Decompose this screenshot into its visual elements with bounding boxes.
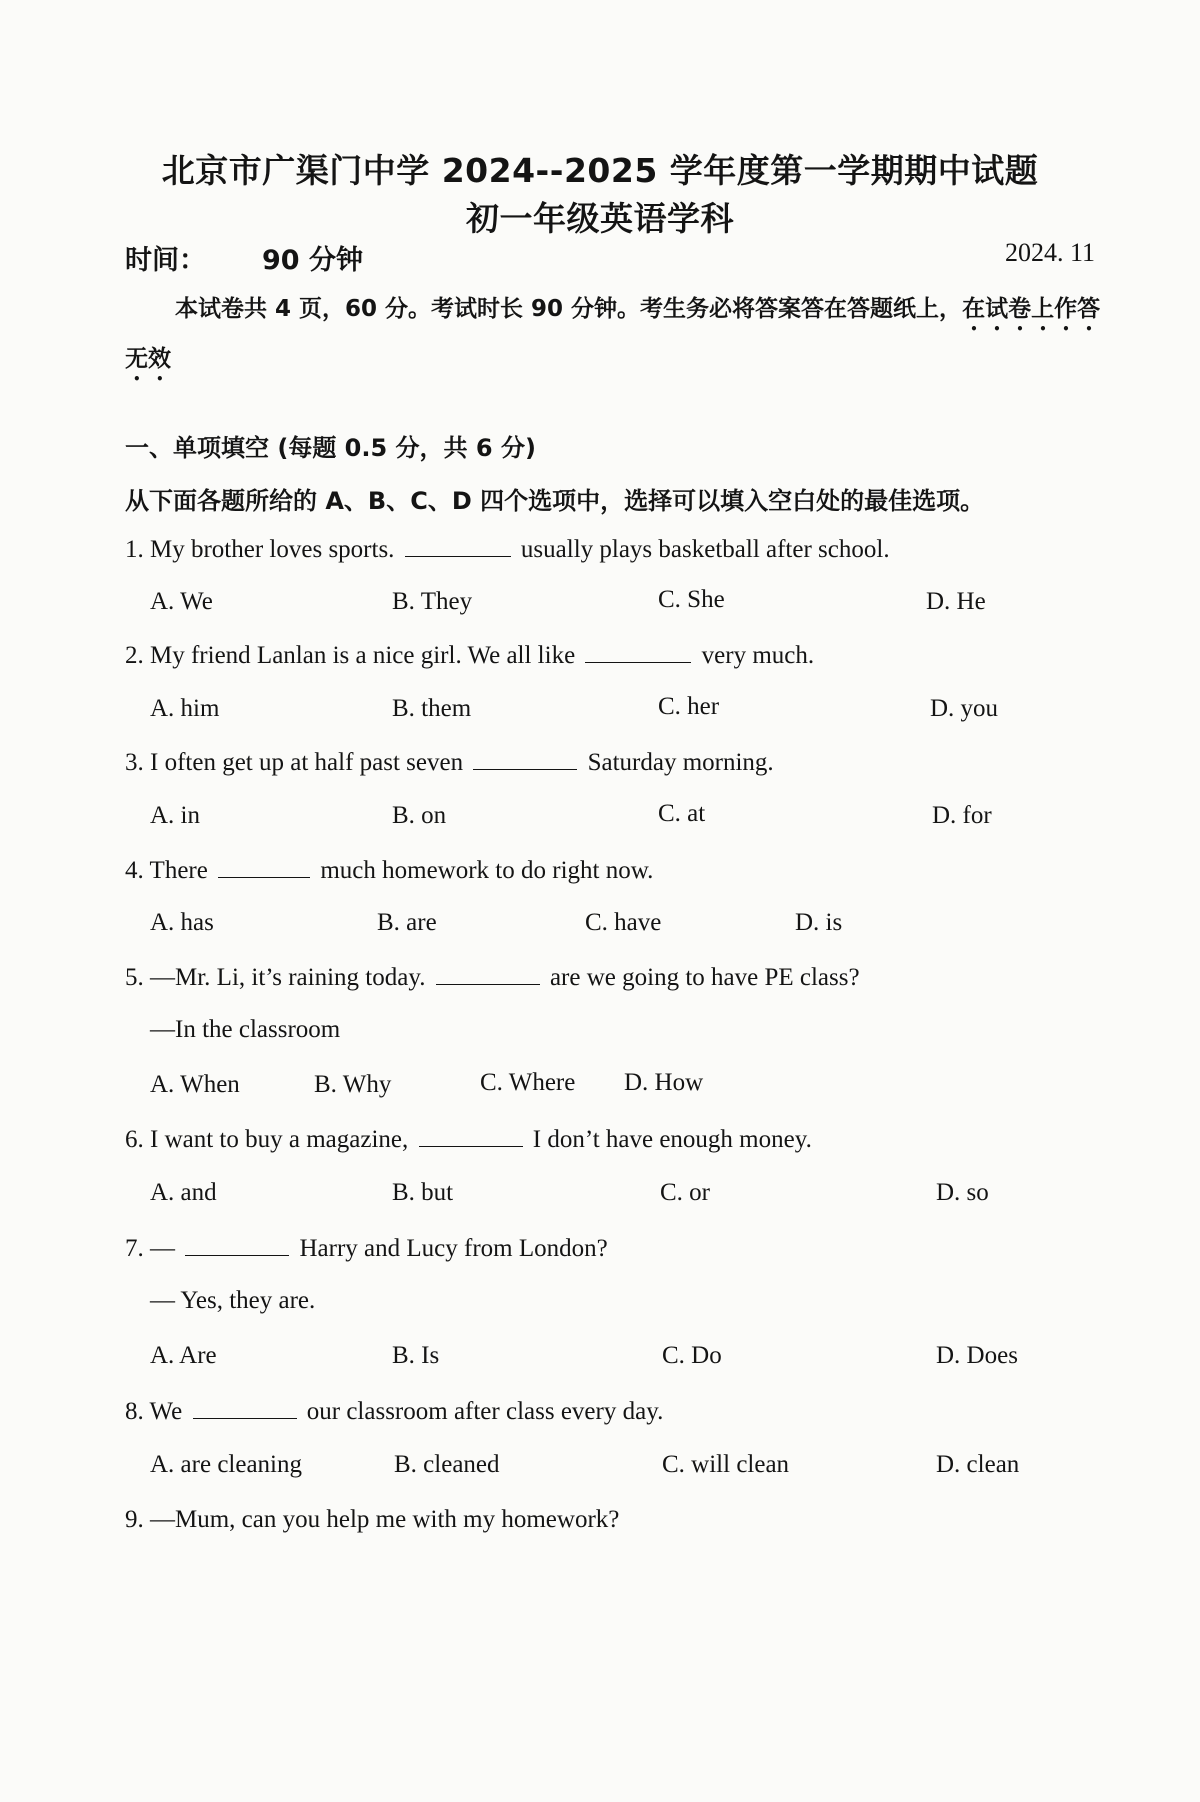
option-b: B. cleaned [394,1451,500,1478]
answer-blank [218,855,310,878]
option-c: C. She [658,586,725,613]
question-text: Saturday morning. [581,749,774,776]
option-b: B. on [392,802,447,829]
answer-blank [585,640,691,663]
question-text: 7. — [125,1235,182,1262]
option-b: B. Why [314,1071,392,1098]
option-a: A. and [150,1179,217,1206]
option-c: C. at [658,800,706,827]
exam-title: 北京市广渠门中学 2024--2025 学年度第一学期期中试题 [161,151,1039,190]
question-text: much homework to do right now. [314,857,654,884]
question-9 [125,1506,619,1534]
question-4 [125,855,653,885]
option-d: D. clean [936,1451,1020,1478]
option-a: A. When [150,1071,240,1098]
option-a: A. Are [150,1342,217,1369]
question-text: usually plays basketball after school. [514,536,890,563]
answer-blank [419,1124,523,1147]
question-text: 2. My friend Lanlan is a nice girl. We all like [125,642,582,669]
option-c: C. will clean [662,1451,790,1478]
option-d: D. for [932,802,992,829]
question-text: 5. —Mr. Li, it’s raining today. [125,964,432,991]
answer-blank [185,1233,289,1256]
question-text: very much. [695,642,815,669]
question-8 [125,1396,663,1426]
option-c: C. her [658,693,720,720]
option-d: D. you [930,695,999,722]
option-d: D. so [936,1179,989,1206]
question-3 [125,747,774,777]
exam-subtitle: 初一年级英语学科 [466,199,734,238]
option-c: C. or [660,1179,710,1206]
question-7 [125,1233,608,1263]
option-a: A. are cleaning [150,1451,303,1478]
notice-text: 本试卷共 4 页，60 分。考试时长 90 分钟。考生务必将答案答在答题纸上， [175,296,963,322]
question-6 [125,1124,812,1154]
option-d: D. How [624,1069,704,1096]
option-a: A. him [150,695,220,722]
answer-blank [436,962,540,985]
option-c: C. Do [662,1342,722,1369]
question-text: 9. —Mum, can you help me with my homework? [125,1506,620,1533]
section-title: 一、单项填空 (每题 0.5 分，共 6 分) [125,434,536,462]
answer-blank [405,534,511,557]
question-1 [125,534,890,564]
question-text: our classroom after class every day. [300,1398,664,1425]
answer-blank [193,1396,297,1419]
question-reply: —In the classroom [150,1016,341,1043]
exam-notice [125,286,1115,386]
option-b: B. are [377,909,437,936]
notice-emphasis: 在试卷上作答无效 [125,296,1101,372]
option-a: A. in [150,802,200,829]
question-text: 4. There [125,857,215,884]
question-text: 1. My brother loves sports. [125,536,401,563]
option-a: A. We [150,588,213,615]
option-c: C. have [585,909,662,936]
option-c: C. Where [480,1069,576,1096]
answer-blank [473,747,577,770]
question-2 [125,640,814,670]
question-text: 3. I often get up at half past seven [125,749,470,776]
exam-date: 2024. 11 [1004,238,1095,267]
option-d: D. is [795,909,843,936]
question-text: Harry and Lucy from London? [293,1235,608,1262]
time-label: 时间： [125,245,206,276]
question-text: are we going to have PE class? [543,964,860,991]
section-instruction: 从下面各题所给的 A、B、C、D 四个选项中，选择可以填入空白处的最佳选项。 [125,487,985,515]
question-text: 6. I want to buy a magazine, [125,1126,415,1153]
option-b: B. them [392,695,472,722]
question-text: 8. We [125,1398,189,1425]
question-text: I don’t have enough money. [526,1126,812,1153]
option-b: B. Is [392,1342,440,1369]
option-d: D. He [926,588,986,615]
question-reply: — Yes, they are. [150,1287,316,1314]
option-b: B. They [392,588,473,615]
option-a: A. has [150,909,214,936]
option-d: D. Does [936,1342,1018,1369]
time-value: 90 分钟 [262,245,363,276]
question-5 [125,962,860,992]
option-b: B. but [392,1179,454,1206]
